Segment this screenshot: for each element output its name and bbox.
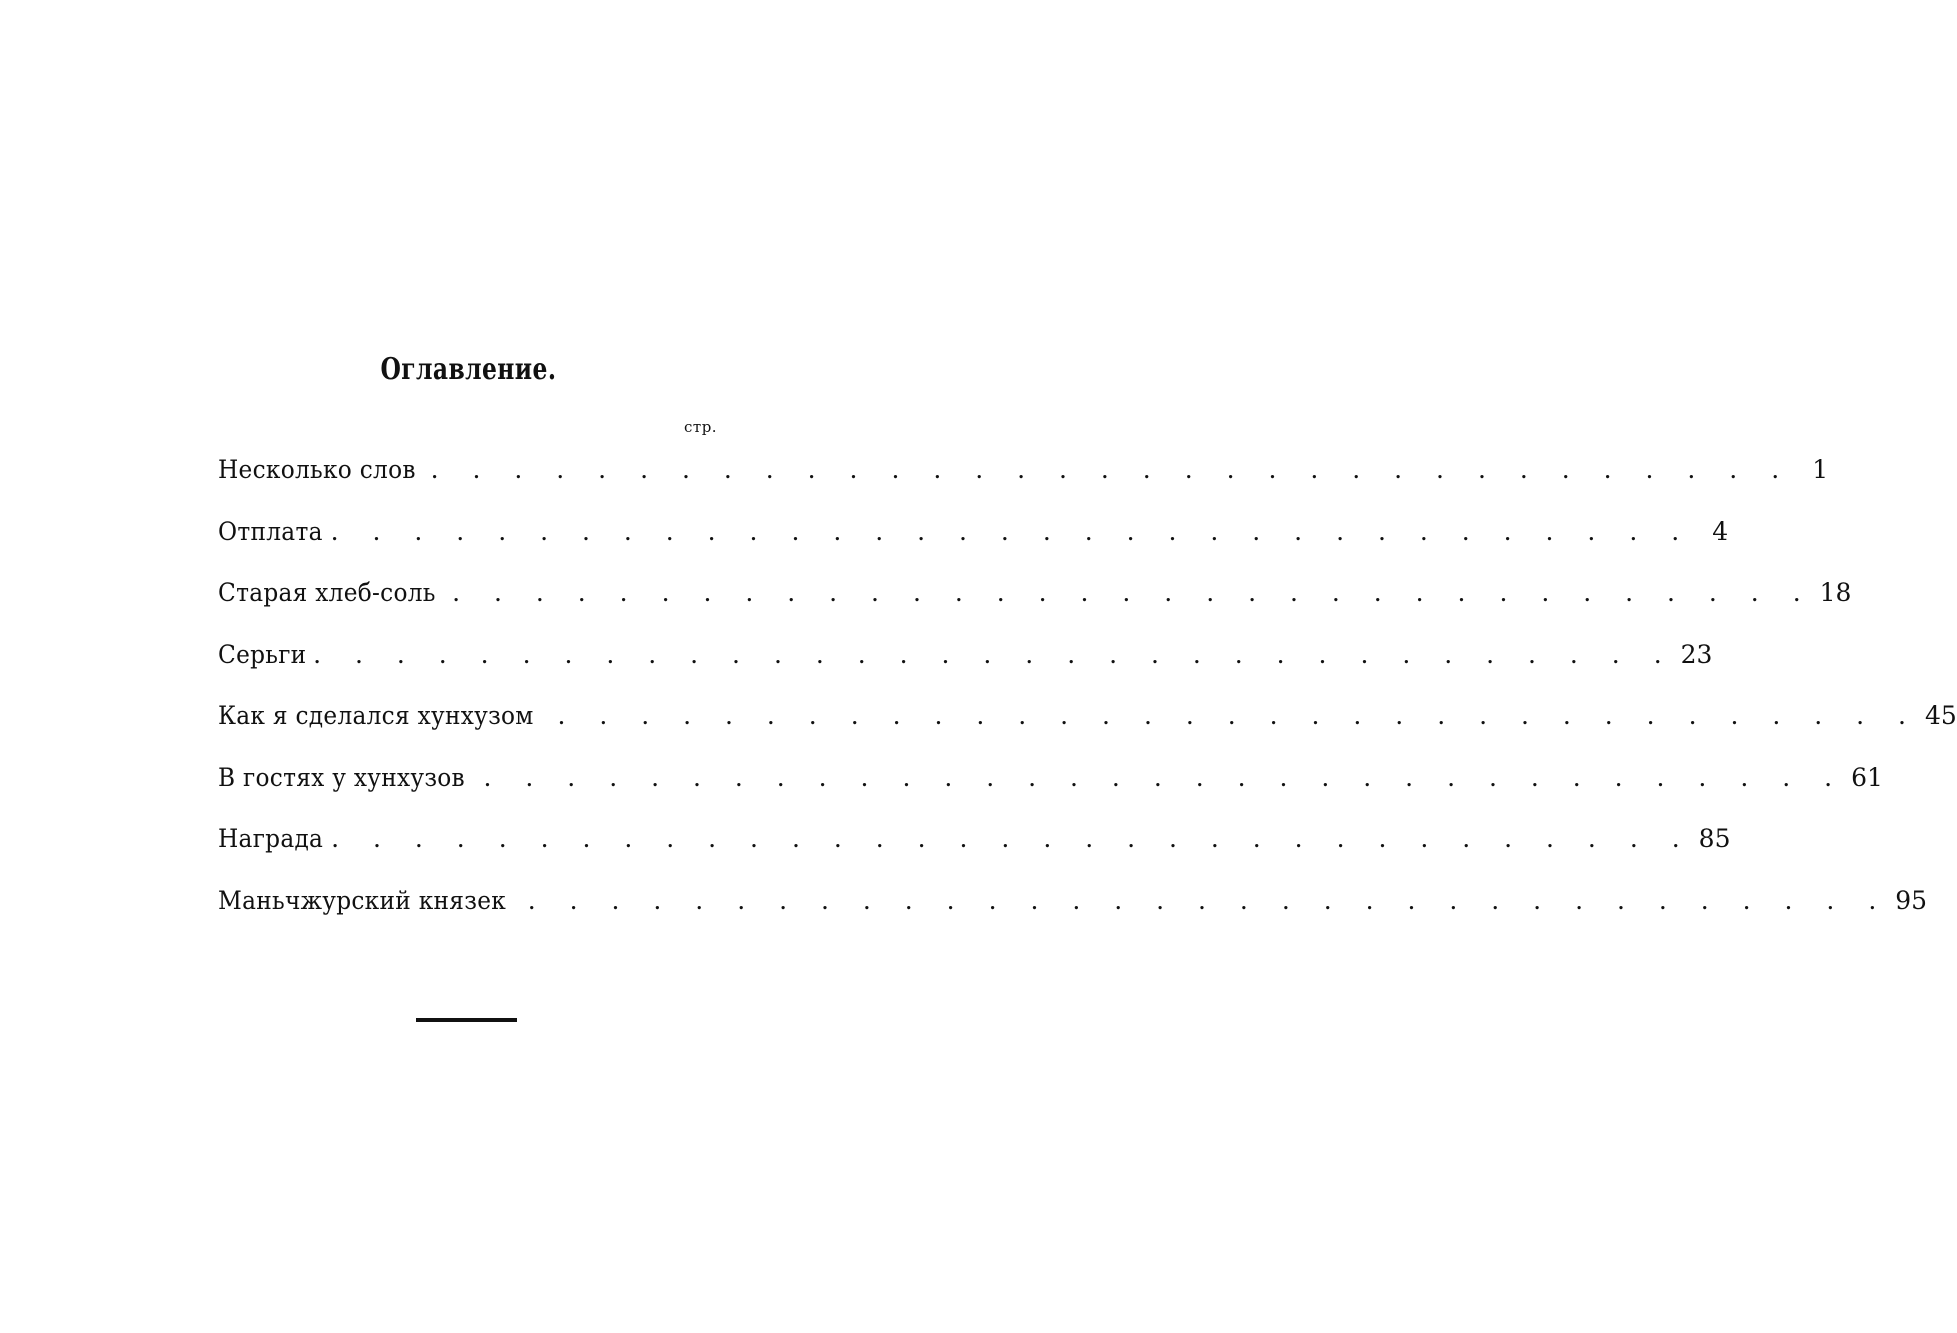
toc-entry-page: 45 (1924, 701, 1957, 730)
toc-entry[interactable] (218, 819, 1731, 881)
toc-dot-leader: . . . . . . . . . . . . . . . . . . . . . . . . . . . . . . . . . (331, 824, 1693, 853)
toc-entry-page: 23 (1680, 639, 1713, 669)
toc-entry-page: 85 (1698, 824, 1731, 853)
toc-entry-page: 4 (1712, 516, 1729, 546)
toc-entry-page: 1 (1812, 455, 1829, 484)
toc-entry[interactable] (218, 635, 1713, 697)
toc-entry[interactable] (218, 450, 1829, 512)
toc-entry-title: Как я сделался хунхузом (218, 701, 534, 730)
table-of-contents (218, 450, 1957, 942)
toc-dot-leader: . . . . . . . . . . . . . . . . . . . . . . . . . . . . . . . . . (483, 762, 1846, 792)
toc-dot-leader: . . . . . . . . . . . . . . . . . . . . . . . . . . . . . . . . . (430, 455, 1793, 484)
toc-entry-title: В гостях у хунхузов (218, 762, 465, 792)
toc-entry-title: Маньчжурский князек (218, 885, 507, 915)
toc-entry-title: Отплата (218, 516, 323, 546)
toc-entry-page: 18 (1819, 578, 1852, 607)
toc-dot-leader: . . . . . . . . . . . . . . . . . . . . . . . . . . . . . . . . . (452, 578, 1814, 607)
toc-entry[interactable] (218, 696, 1957, 758)
toc-entry-page: 61 (1851, 762, 1883, 792)
toc-entry[interactable] (218, 512, 1729, 574)
toc-dot-leader: . . . . . . . . . . . . . . . . . . . . . . . . . . . . . . . . . (330, 516, 1693, 546)
toc-dot-leader: . . . . . . . . . . . . . . . . . . . . . . . . . . . . . . . . . (557, 701, 1919, 730)
page-column-label: стр. (684, 418, 718, 436)
page-title: Оглавление. (380, 352, 557, 387)
toc-entry[interactable] (218, 758, 1883, 820)
toc-entry-title: Старая хлеб-соль (218, 578, 436, 607)
toc-dot-leader: . . . . . . . . . . . . . . . . . . . . . . . . . . . . . . . . . (527, 885, 1890, 915)
end-rule-divider (416, 1018, 517, 1022)
toc-entry-title: Награда (218, 824, 324, 853)
toc-entry-title: Серьги (218, 639, 307, 669)
toc-dot-leader: . . . . . . . . . . . . . . . . . . . . . . . . . . . . . . . . . (313, 639, 1675, 669)
toc-entry[interactable] (218, 573, 1852, 635)
toc-entry-page: 95 (1895, 885, 1928, 915)
toc-entry-title: Несколько слов (218, 455, 416, 484)
toc-entry[interactable] (218, 881, 1928, 943)
